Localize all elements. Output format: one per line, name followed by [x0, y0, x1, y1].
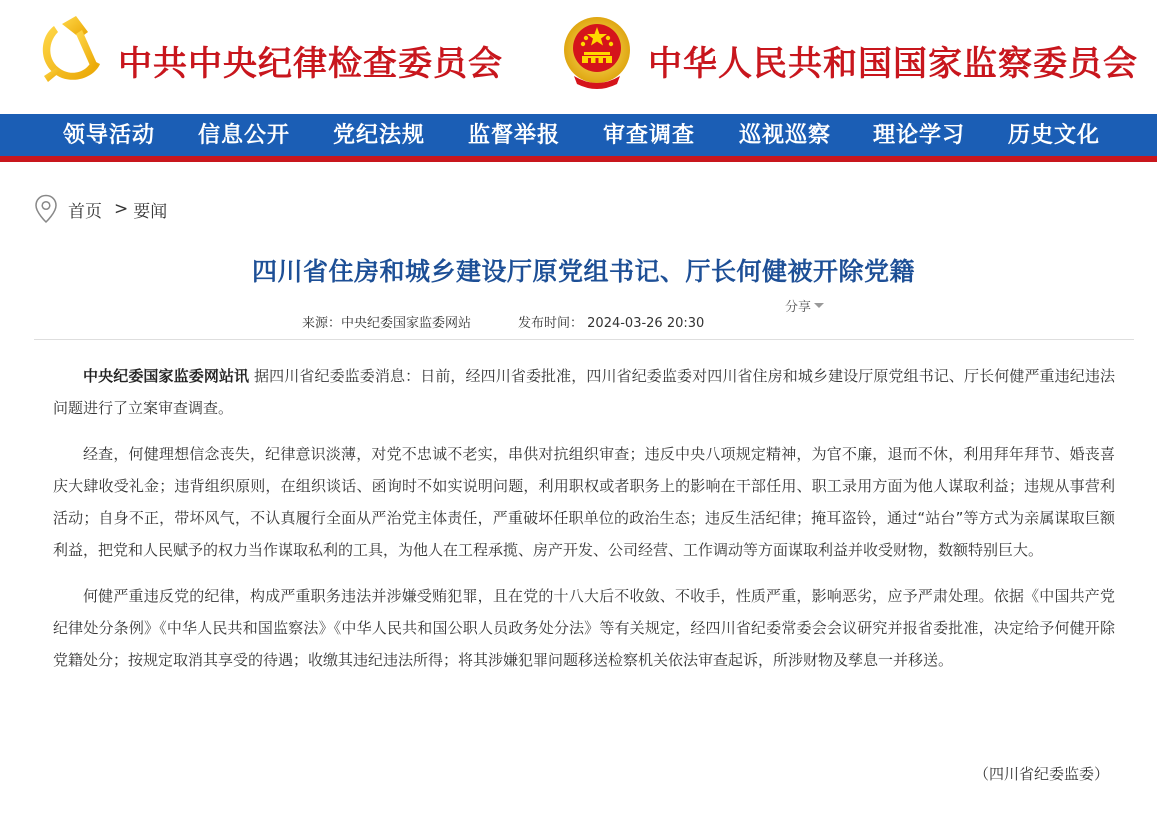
nav-item-inspection[interactable]: 巡视巡察 — [739, 122, 832, 148]
national-emblem-icon[interactable] — [562, 14, 632, 90]
breadcrumb-current-link[interactable]: 要闻 — [133, 201, 168, 222]
article-paragraph — [53, 438, 1115, 566]
nav-item-report[interactable]: 监督举报 — [468, 122, 561, 148]
publish-time-value: 2024-03-26 20:30 — [587, 316, 705, 331]
article-title: 四川省住房和城乡建设厅原党组书记、厅长何健被开除党籍 — [251, 257, 915, 286]
share-button[interactable] — [785, 296, 824, 315]
nav-item-info-disclosure[interactable]: 信息公开 — [198, 122, 291, 148]
location-pin-icon — [34, 194, 58, 224]
paragraph-lead: 中央纪委国家监委网站讯 — [83, 367, 250, 385]
site-header — [0, 0, 1157, 114]
article-source: 来源：中央纪委国家监委网站 — [302, 316, 472, 331]
chevron-down-icon — [814, 303, 824, 308]
breadcrumb — [34, 194, 167, 224]
nav-item-history-culture[interactable]: 历史文化 — [1008, 122, 1101, 148]
paragraph-text: 何健严重违反党的纪律，构成严重职务违法并涉嫌受贿犯罪，且在党的十八大后不收敛、不收手，性质严重，影响恶劣，应予严肃处理。依据《中国共产党纪律处分条例》《中华人民共和国监察法》《中华人民共和国公职人员政务处分法》等有关规定，经四川省纪委常委会会议研究并报省委批准，决定给予何健开除党籍处分；按规定取消其享受的待遇；收缴其违纪违法所得；将其涉嫌犯罪问题移送检察机关依法审查起诉，所涉财物及孳息一并移送。 — [53, 587, 1115, 669]
meta-divider — [34, 339, 1134, 340]
paragraph-text: 经查，何健理想信念丧失，纪律意识淡薄，对党不忠诚不老实，串供对抗组织审查；违反中央八项规定精神，为官不廉，退而不休，利用拜年拜节、婚丧喜庆大肆收受礼金；违背组织原则，在组织谈话、函询时不如实说明问题，利用职权或者职务上的影响在干部任用、职工录用方面为他人谋取利益；违规从事营利活动；自身不正，带坏风气，不认真履行全面从严治党主体责任，严重破坏任职单位的政治生态；违反生活纪律；掩耳盗铃，通过“站台”等方式为亲属谋取巨额利益，把党和人民赋予的权力当作谋取私利的工具，为他人在工程承揽、房产开发、公司经营、工作调动等方面谋取利益并收受财物，数额特别巨大。 — [53, 445, 1115, 559]
nav-item-leadership[interactable]: 领导活动 — [63, 122, 156, 148]
main-nav — [0, 114, 1157, 156]
party-emblem-icon[interactable] — [36, 14, 104, 86]
publish-time-label: 发布时间： — [518, 316, 584, 331]
breadcrumb-home-link[interactable]: 首页 — [68, 201, 102, 222]
share-label: 分享 — [785, 300, 812, 315]
header-right-title[interactable]: 中华人民共和国国家监察委员会 — [648, 44, 1138, 84]
header-left-title[interactable]: 中共中央纪律检查委员会 — [118, 44, 503, 84]
nav-divider — [0, 156, 1157, 162]
nav-item-investigation[interactable]: 审查调查 — [603, 122, 696, 148]
article-footer-source: （四川省纪委监委） — [974, 765, 1110, 783]
nav-item-theory-study[interactable]: 理论学习 — [873, 122, 966, 148]
article-paragraph — [53, 360, 1115, 424]
breadcrumb-separator: > — [114, 199, 129, 219]
nav-item-party-rules[interactable]: 党纪法规 — [333, 122, 426, 148]
article-publish-time — [518, 312, 704, 331]
article-body — [53, 360, 1115, 690]
article-paragraph — [53, 580, 1115, 676]
paragraph-text: 据四川省纪委监委消息：日前，经四川省委批准，四川省纪委监委对四川省住房和城乡建设厅原党组书记、厅长何健严重违纪违法问题进行了立案审查调查。 — [53, 367, 1115, 417]
